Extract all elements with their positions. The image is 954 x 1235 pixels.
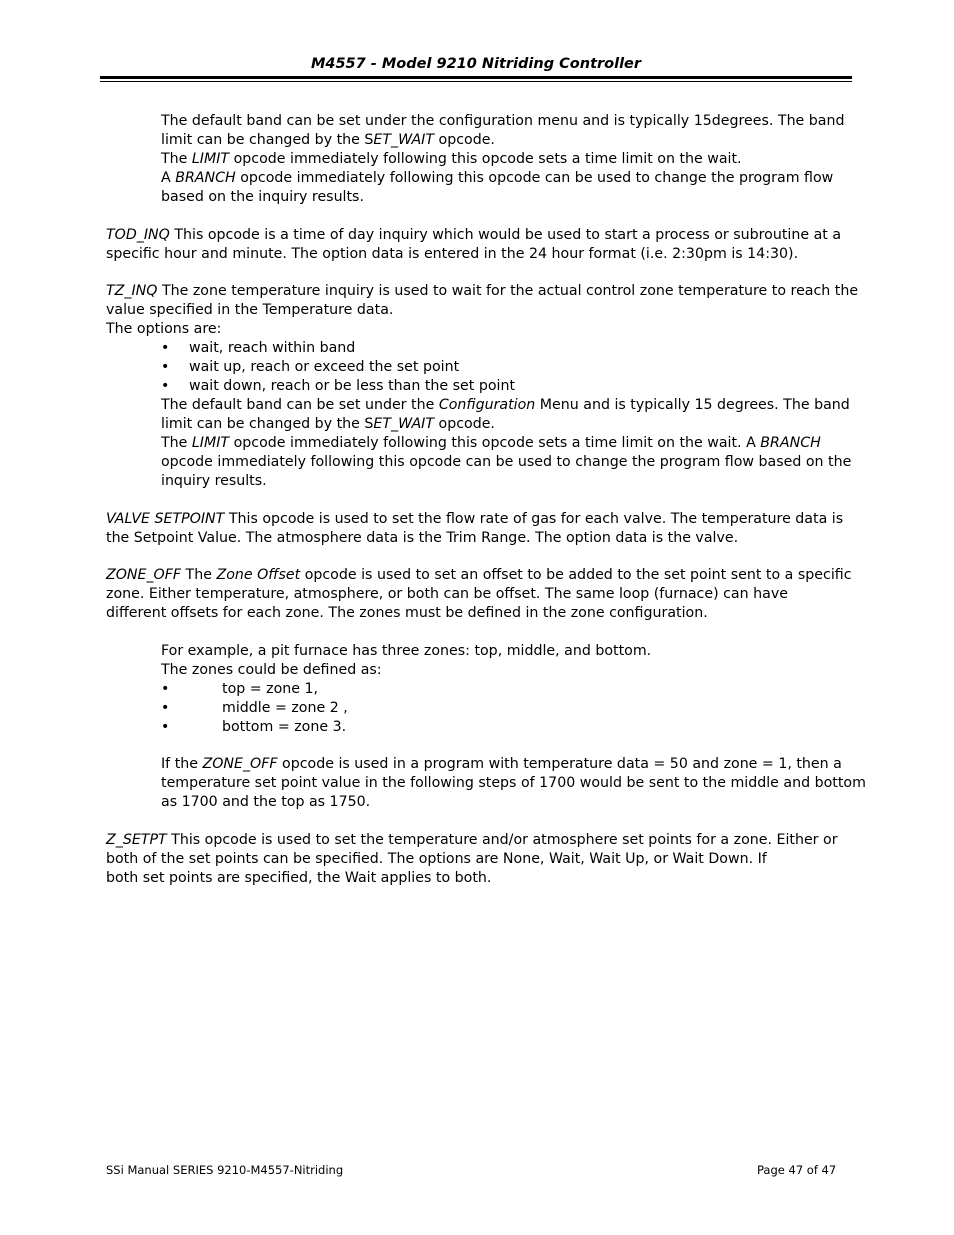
text-run: opcode. xyxy=(434,132,495,148)
text-line: The zones could be defined as: xyxy=(161,661,382,678)
text-line: The options are: xyxy=(106,321,222,337)
opcode-term: Z_SETPT xyxy=(106,831,167,848)
list-item-text: wait, reach within band xyxy=(189,340,356,356)
opcode-ref-limit: LIMIT xyxy=(191,435,230,451)
header-rule-thick xyxy=(100,76,852,79)
text-run: opcode is used in a program with temperature data = 50 and zone = 1, then a xyxy=(277,756,842,772)
text-line xyxy=(161,131,851,150)
text-line xyxy=(161,434,851,453)
text-run: If the xyxy=(161,756,203,772)
text-line: based on the inquiry results. xyxy=(161,189,364,205)
text-run: limit can be changed by the S xyxy=(161,132,374,148)
text-line: both set points are specified, the Wait applies to both. xyxy=(106,869,492,886)
bullet-list xyxy=(161,339,851,396)
bullet-icon: • xyxy=(161,680,170,697)
text-line xyxy=(106,566,852,585)
text-line xyxy=(161,150,851,169)
text-run: The xyxy=(161,435,192,451)
text-run: opcode immediately following this opcode sets a time limit on the wait. xyxy=(229,151,742,167)
opcode-ref-zone-offset: Zone Offset xyxy=(216,567,301,583)
text-run: The default band can be set under the xyxy=(161,397,439,413)
text-line xyxy=(106,510,851,529)
text-line: inquiry results. xyxy=(161,473,267,489)
text-line xyxy=(106,226,851,245)
opcode-ref-limit: LIMIT xyxy=(191,151,230,167)
text-line xyxy=(106,282,859,301)
footer-page-number: Page 47 of 47 xyxy=(757,1163,837,1177)
text-line xyxy=(161,415,851,434)
list-item xyxy=(161,699,851,718)
opcode-term: VALVE SETPOINT xyxy=(106,510,225,527)
entry-zone-off xyxy=(106,566,866,812)
list-item xyxy=(161,339,851,358)
list-item xyxy=(161,680,851,699)
header-rule-thin xyxy=(100,81,852,82)
blank-line xyxy=(161,737,851,756)
entry-tz-inq xyxy=(106,282,859,491)
text-run: opcode immediately following this opcode can be used to change the program flow xyxy=(235,170,834,186)
text-line xyxy=(161,755,851,774)
list-item xyxy=(161,358,851,377)
menu-ref-configuration: Configuration xyxy=(438,397,536,413)
bullet-icon: • xyxy=(161,699,170,716)
text-line: both of the set points can be specified. The options are None, Wait, Wait Up, or Wait Down. If xyxy=(106,850,767,867)
text-run: This opcode is a time of day inquiry which would be used to start a process or subroutine at a xyxy=(169,226,842,243)
opcode-term: TZ_INQ xyxy=(106,283,158,299)
opcode-term: ZONE_OFF xyxy=(106,567,182,583)
document-body xyxy=(106,112,866,906)
text-run: opcode is used to set an offset to be added to the set point sent to a specific xyxy=(300,567,852,583)
text-line: specific hour and minute. The option data is entered in the 24 hour format (i.e. 2:30pm is 14:30). xyxy=(106,245,799,262)
text-line: temperature set point value in the following steps of 1700 would be sent to the middle and bottom xyxy=(161,775,866,791)
page-header-title: M4557 - Model 9210 Nitriding Controller xyxy=(310,56,642,72)
text-line xyxy=(161,169,851,188)
text-run: The xyxy=(181,567,217,583)
text-line: the Setpoint Value. The atmosphere data is the Trim Range. The option data is the valve. xyxy=(106,529,739,546)
list-item xyxy=(161,377,851,396)
bullet-icon: • xyxy=(161,359,170,375)
bullet-icon: • xyxy=(161,378,170,394)
text-line: For example, a pit furnace has three zones: top, middle, and bottom. xyxy=(161,642,652,659)
text-line xyxy=(106,831,851,850)
footer-manual-title: SSi Manual SERIES 9210-M4557-Nitriding xyxy=(106,1163,344,1177)
opcode-ref-branch: BRANCH xyxy=(760,435,821,451)
paragraph-band-default xyxy=(106,112,851,207)
list-item xyxy=(161,718,851,737)
text-run: limit can be changed by the S xyxy=(161,416,374,432)
entry-valve-setpoint xyxy=(106,510,851,548)
text-run: The xyxy=(161,151,192,167)
list-item-text: wait down, reach or be less than the set point xyxy=(189,378,516,394)
text-run: opcode. xyxy=(434,416,495,432)
text-run: This opcode is used to set the temperature and/or atmosphere set points for a zone. Either or xyxy=(166,831,838,848)
opcode-ref-zone-off: ZONE_OFF xyxy=(202,756,278,772)
opcode-ref-set-wait: ET_WAIT xyxy=(373,416,435,432)
list-item-text: wait up, reach or exceed the set point xyxy=(189,359,460,375)
bullet-list xyxy=(161,680,851,737)
opcode-ref-branch: BRANCH xyxy=(175,170,236,186)
text-run: This opcode is used to set the flow rate of gas for each valve. The temperature data is xyxy=(224,510,844,527)
opcode-term: TOD_INQ xyxy=(106,226,170,243)
bullet-icon: • xyxy=(161,340,170,356)
text-line: The default band can be set under the configuration menu and is typically 15degrees. The band xyxy=(161,113,845,129)
text-run: The zone temperature inquiry is used to wait for the actual control zone temperature to reach the xyxy=(157,283,859,299)
list-item-text: middle = zone 2 , xyxy=(222,699,348,716)
text-line: as 1700 and the top as 1750. xyxy=(161,794,371,810)
entry-z-setpt xyxy=(106,831,851,888)
text-run: Menu and is typically 15 degrees. The band xyxy=(535,397,850,413)
opcode-ref-set-wait: ET_WAIT xyxy=(373,132,435,148)
text-line: opcode immediately following this opcode can be used to change the program flow based on the xyxy=(161,454,852,470)
bullet-icon: • xyxy=(161,718,170,735)
list-item-text: top = zone 1, xyxy=(222,680,319,697)
text-run: A xyxy=(161,170,176,186)
text-run: opcode immediately following this opcode sets a time limit on the wait. A xyxy=(229,435,761,451)
text-line: zone. Either temperature, atmosphere, or both can be offset. The same loop (furnace) can have xyxy=(106,586,788,602)
text-line xyxy=(161,396,851,415)
text-line: value specified in the Temperature data. xyxy=(106,302,394,318)
entry-tod-inq xyxy=(106,226,851,264)
list-item-text: bottom = zone 3. xyxy=(222,718,347,735)
text-line: different offsets for each zone. The zones must be defined in the zone configuration. xyxy=(106,605,708,621)
blank-line xyxy=(161,623,851,642)
